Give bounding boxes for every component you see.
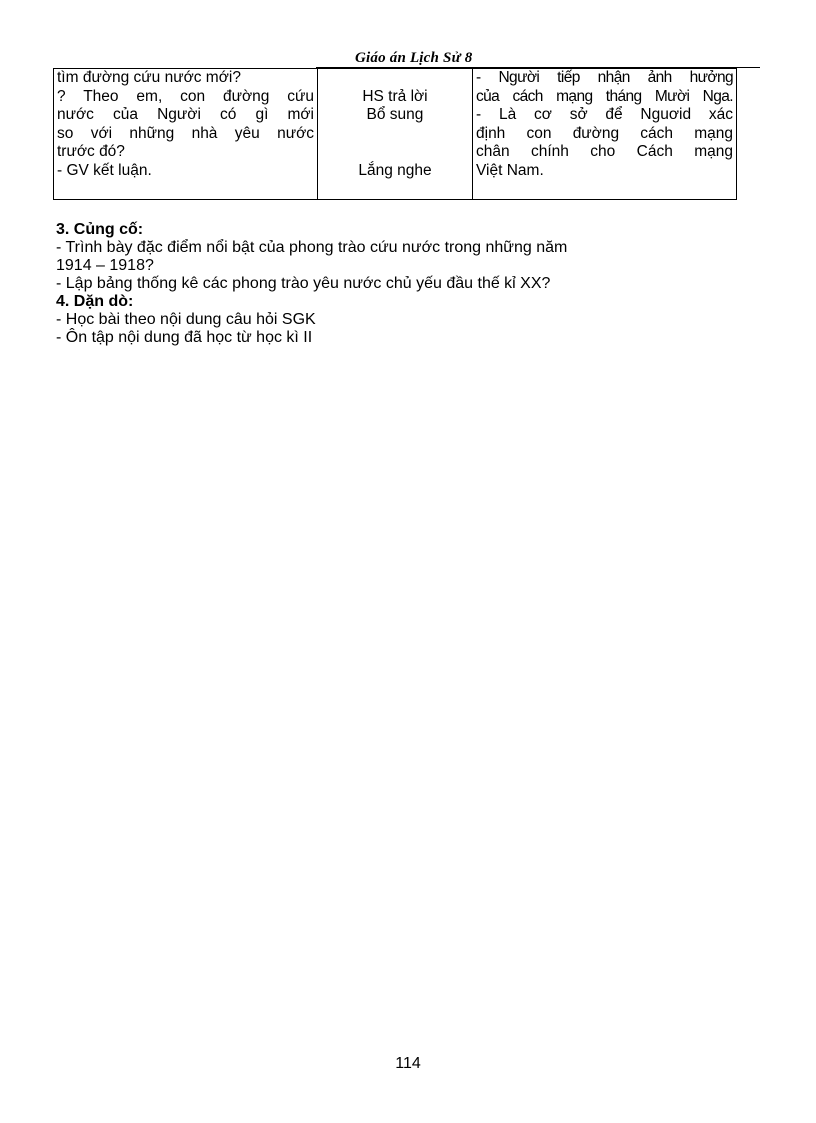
content-line: chân chính cho Cách mạng (476, 143, 733, 160)
content-line: - Người tiếp nhận ảnh hưởng (476, 69, 733, 86)
consolidation-heading: 3. Củng cố: (56, 221, 144, 238)
teacher-line: tìm đường cứu nước mới? (57, 69, 241, 86)
student-supplement: Bổ sung (366, 106, 424, 123)
content-line: định con đường cách mạng (476, 124, 733, 142)
lesson-body (56, 221, 736, 347)
homework-item: - Học bài theo nội dung câu hỏi SGK (56, 311, 316, 328)
content-line: Việt Nam. (476, 161, 544, 179)
teacher-line: ? Theo em, con đường cứu (57, 87, 314, 105)
consolidation-item: - Lập bảng thống kê các phong trào yêu nước chủ yếu đầu thế kỉ XX? (56, 275, 551, 292)
homework-item: - Ôn tập nội dung đã học từ học kì II (56, 329, 313, 346)
teacher-line: - GV kết luận. (57, 161, 152, 179)
table-row (54, 69, 737, 200)
student-answer: HS trả lời (362, 87, 428, 105)
teacher-line: nước của Người có gì mới (57, 106, 314, 123)
teacher-line: trước đó? (57, 143, 125, 160)
teacher-line: so với những nhà yêu nước (57, 124, 314, 142)
student-listen: Lắng nghe (358, 161, 432, 179)
page-number: 114 (395, 1055, 421, 1072)
consolidation-item: - Trình bày đặc điểm nổi bật của phong trào cứu nước trong những năm (56, 239, 568, 256)
content-line: của cách mạng tháng Mười Nga. (476, 87, 733, 105)
homework-heading: 4. Dặn dò: (56, 293, 134, 310)
document-header-title: Giáo án Lịch Sử 8 (355, 50, 473, 66)
consolidation-item: 1914 – 1918? (56, 257, 154, 274)
teacher-activity-cell (54, 69, 318, 200)
lesson-activity-table (53, 68, 737, 200)
content-cell (473, 69, 737, 200)
student-activity-cell (318, 69, 473, 200)
content-line: - Là cơ sở để Nguơid xác (476, 106, 733, 123)
